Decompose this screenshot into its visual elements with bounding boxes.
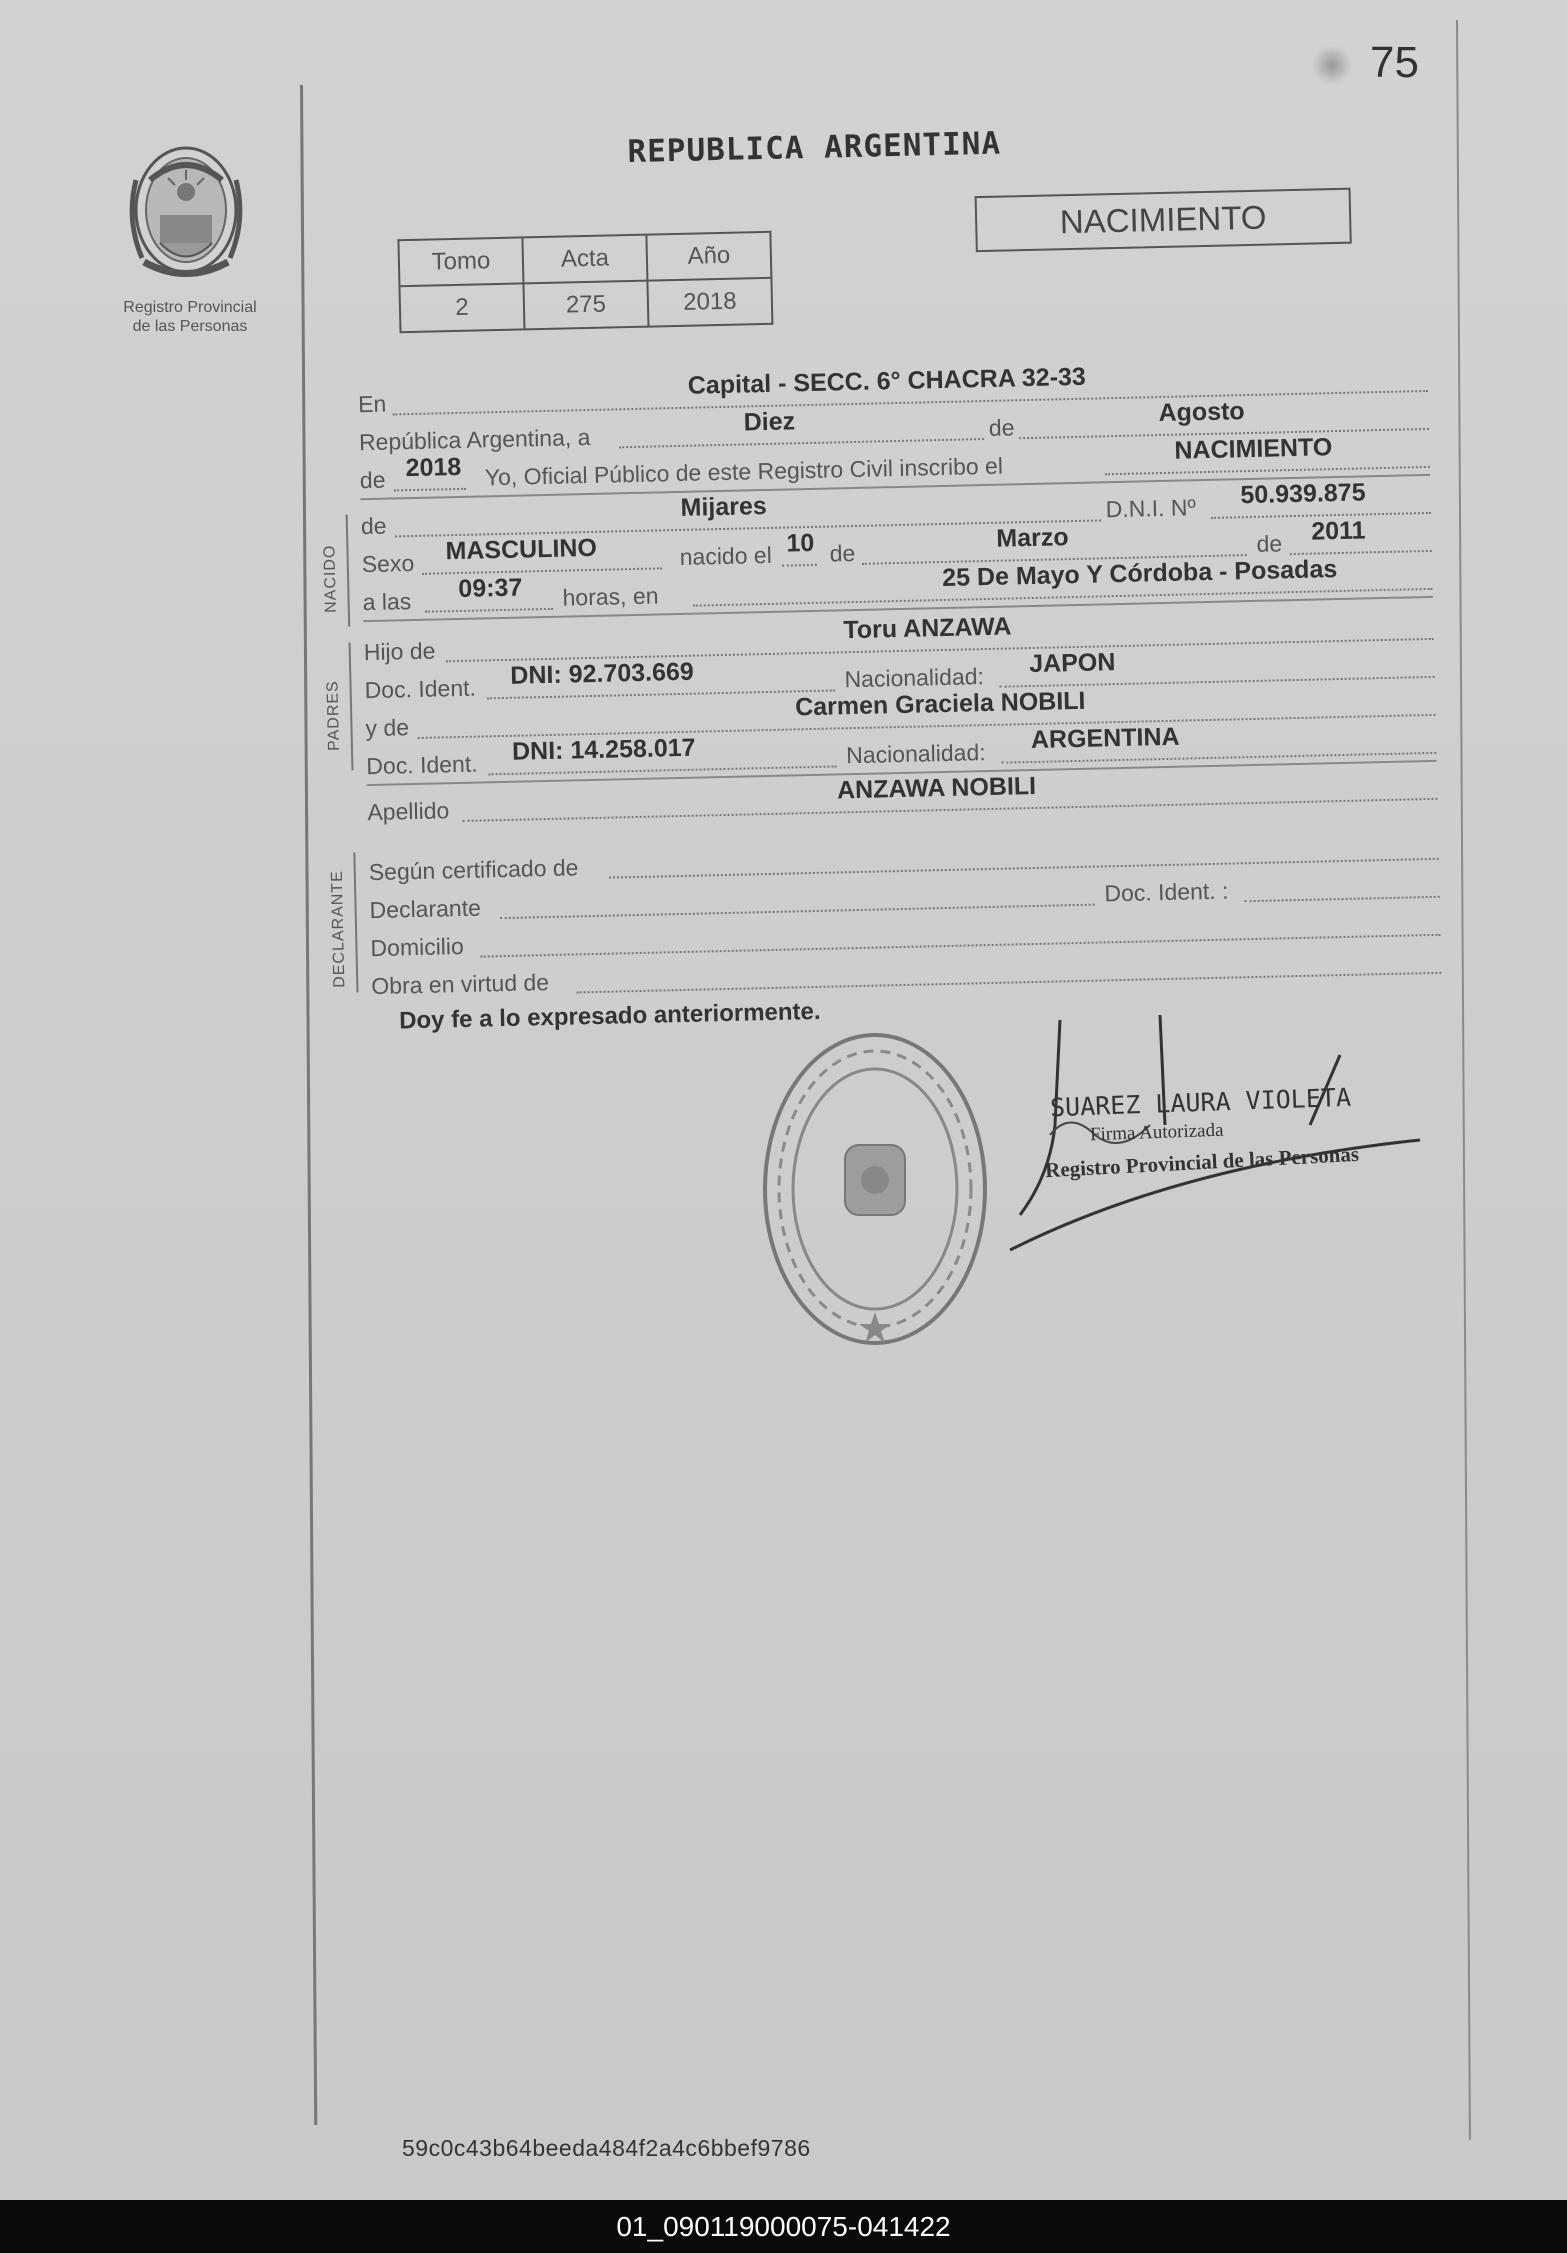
page-number: 75 — [1370, 38, 1419, 87]
ano-value: 2018 — [647, 278, 772, 327]
acta-value: 275 — [523, 281, 648, 330]
year-value: 2018 — [405, 452, 462, 483]
apellido-label: Apellido — [367, 797, 450, 826]
de-label: de — [1256, 530, 1283, 557]
de-label: de — [829, 539, 856, 567]
certificado-label: Según certificado de — [368, 854, 579, 886]
declarante-bar — [353, 852, 358, 992]
declarante-label: Declarante — [369, 894, 482, 924]
padres-section-label: PADRES — [324, 680, 344, 752]
birth-place-value: 25 De Mayo Y Córdoba - Posadas — [941, 555, 1338, 593]
nacido-section-label: NACIDO — [321, 544, 340, 614]
dotted-line — [394, 488, 466, 492]
tomo-header: Tomo — [398, 237, 523, 286]
issuer-caption-line2: de las Personas — [132, 318, 248, 335]
registry-table — [397, 231, 773, 333]
sexo-label: Sexo — [361, 549, 415, 578]
en-label: En — [357, 390, 387, 418]
dni-label: D.N.I. Nº — [1105, 494, 1197, 523]
mother-name-value: Carmen Graciela NOBILI — [794, 686, 1086, 722]
dotted-line — [577, 972, 1442, 994]
birth-year-value: 2011 — [1310, 516, 1366, 546]
document-hash: 59c0c43b64beeda484f2a4c6bbef9786 — [402, 2135, 811, 2161]
mother-nationality-value: ARGENTINA — [1030, 722, 1180, 755]
ano-header: Año — [646, 232, 771, 281]
child-name-value: Mijares — [680, 491, 768, 522]
republica-label: República Argentina, a — [358, 423, 591, 456]
day-value: Diez — [743, 407, 796, 437]
closing-statement: Doy fe a lo expresado anteriormente. — [398, 997, 821, 1035]
de-label: de — [988, 414, 1015, 441]
declarante-doc-label: Doc. Ident. : — [1104, 877, 1229, 907]
father-name-value: Toru ANZAWA — [843, 612, 1012, 645]
officer-text: Yo, Oficial Público de este Registro Civil inscribo el — [484, 452, 1004, 491]
birth-month-value: Marzo — [996, 523, 1069, 553]
dotted-line — [782, 564, 817, 567]
acta-header: Acta — [522, 235, 647, 284]
signer-name: SUAREZ LAURA VIOLETA — [1049, 1082, 1352, 1123]
act-kind-value: NACIMIENTO — [1174, 433, 1333, 465]
place-value: Capital - SECC. 6° CHACRA 32-33 — [687, 362, 1087, 400]
footer-id-bar: 01_090119000075-041422 — [0, 2200, 1567, 2253]
official-seal-icon — [760, 1030, 990, 1348]
de-label: de — [359, 466, 386, 494]
nacido-bar — [346, 514, 351, 626]
signer-role: Firma Autorizada — [1089, 1119, 1224, 1146]
hijo-de-label: Hijo de — [363, 637, 436, 666]
nacionalidad-label: Nacionalidad: — [844, 663, 985, 693]
sex-value: MASCULINO — [445, 533, 598, 566]
doc-ident-label: Doc. Ident. — [366, 750, 478, 780]
mother-doc-value: DNI: 14.258.017 — [511, 733, 696, 766]
nacido-el-label: nacido el — [679, 541, 773, 570]
father-doc-value: DNI: 92.703.669 — [510, 657, 695, 690]
padres-bar — [349, 642, 354, 770]
signer-organization: Registro Provincial de las Personas — [1044, 1141, 1360, 1183]
de-label: de — [360, 512, 387, 540]
dotted-line — [425, 608, 553, 613]
dotted-line — [1105, 466, 1430, 475]
father-nationality-value: JAPON — [1028, 648, 1116, 679]
horas-label: horas, en — [562, 582, 659, 611]
tomo-value: 2 — [399, 283, 524, 332]
dotted-line — [422, 567, 662, 574]
birth-time-value: 09:37 — [458, 573, 523, 603]
declarante-section-label: DECLARANTE — [328, 870, 349, 988]
surname-value: ANZAWA NOBILI — [836, 771, 1037, 805]
month-value: Agosto — [1158, 397, 1245, 428]
child-dni-value: 50.939.875 — [1240, 478, 1366, 510]
country-heading: REPUBLICA ARGENTINA — [627, 125, 1002, 171]
y-de-label: y de — [365, 714, 410, 742]
dotted-line — [1290, 550, 1432, 555]
issuer-caption-line1: Registro Provincial — [123, 299, 257, 316]
domicilio-label: Domicilio — [370, 932, 465, 962]
nacionalidad-label: Nacionalidad: — [845, 739, 986, 769]
doc-ident-label: Doc. Ident. — [364, 674, 477, 704]
birth-day-value: 10 — [786, 528, 815, 558]
obra-label: Obra en virtud de — [371, 969, 550, 1000]
record-type-box: NACIMIENTO — [975, 188, 1352, 253]
dotted-line — [1245, 896, 1440, 902]
a-las-label: a las — [362, 588, 412, 616]
